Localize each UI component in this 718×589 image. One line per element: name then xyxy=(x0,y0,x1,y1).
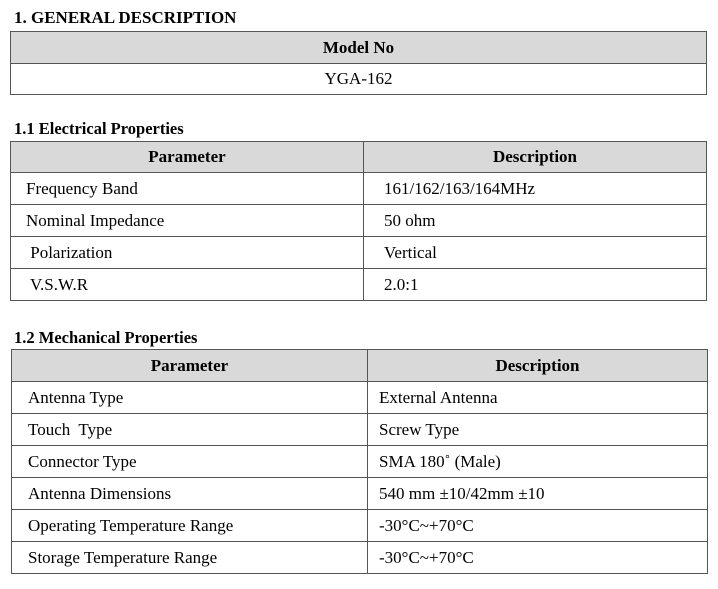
description-cell: 50 ohm xyxy=(364,205,707,237)
table-row xyxy=(12,510,708,542)
parameter-cell: Polarization xyxy=(11,237,364,269)
table-row xyxy=(12,542,708,574)
general-description-heading: 1. GENERAL DESCRIPTION xyxy=(14,8,237,27)
description-cell: -30°C~+70°C xyxy=(368,510,708,542)
parameter-column-header: Parameter xyxy=(12,350,368,382)
description-cell: 540 mm ±10/42mm ±10 xyxy=(368,478,708,510)
table-row xyxy=(12,382,708,414)
description-cell: Vertical xyxy=(364,237,707,269)
description-cell: 2.0:1 xyxy=(364,269,707,301)
parameter-cell: Operating Temperature Range xyxy=(12,510,368,542)
parameter-cell: Frequency Band xyxy=(11,173,364,205)
description-cell: SMA 180˚ (Male) xyxy=(368,446,708,478)
table-row xyxy=(12,446,708,478)
parameter-cell: V.S.W.R xyxy=(11,269,364,301)
table-row xyxy=(12,414,708,446)
mechanical-properties-table xyxy=(11,349,708,574)
parameter-cell: Storage Temperature Range xyxy=(12,542,368,574)
parameter-cell: Touch Type xyxy=(12,414,368,446)
electrical-properties-table xyxy=(10,141,707,301)
table-row xyxy=(11,205,707,237)
description-cell: Screw Type xyxy=(368,414,708,446)
table-row xyxy=(11,269,707,301)
parameter-cell: Antenna Dimensions xyxy=(12,478,368,510)
description-cell: 161/162/163/164MHz xyxy=(364,173,707,205)
parameter-cell: Nominal Impedance xyxy=(11,205,364,237)
table-row xyxy=(11,237,707,269)
table-header-row xyxy=(12,350,708,382)
description-cell: External Antenna xyxy=(368,382,708,414)
parameter-cell: Connector Type xyxy=(12,446,368,478)
model-no-header: Model No xyxy=(11,32,707,64)
table-header-row xyxy=(11,32,707,64)
table-header-row xyxy=(11,142,707,173)
parameter-column-header: Parameter xyxy=(11,142,364,173)
model-table xyxy=(10,31,707,95)
description-column-header: Description xyxy=(364,142,707,173)
parameter-cell: Antenna Type xyxy=(12,382,368,414)
description-column-header: Description xyxy=(368,350,708,382)
description-cell: -30°C~+70°C xyxy=(368,542,708,574)
table-row xyxy=(11,173,707,205)
model-no-value: YGA-162 xyxy=(11,64,707,95)
electrical-properties-heading: 1.1 Electrical Properties xyxy=(14,119,184,138)
table-row xyxy=(11,64,707,95)
mechanical-properties-heading: 1.2 Mechanical Properties xyxy=(14,328,198,347)
table-row xyxy=(12,478,708,510)
